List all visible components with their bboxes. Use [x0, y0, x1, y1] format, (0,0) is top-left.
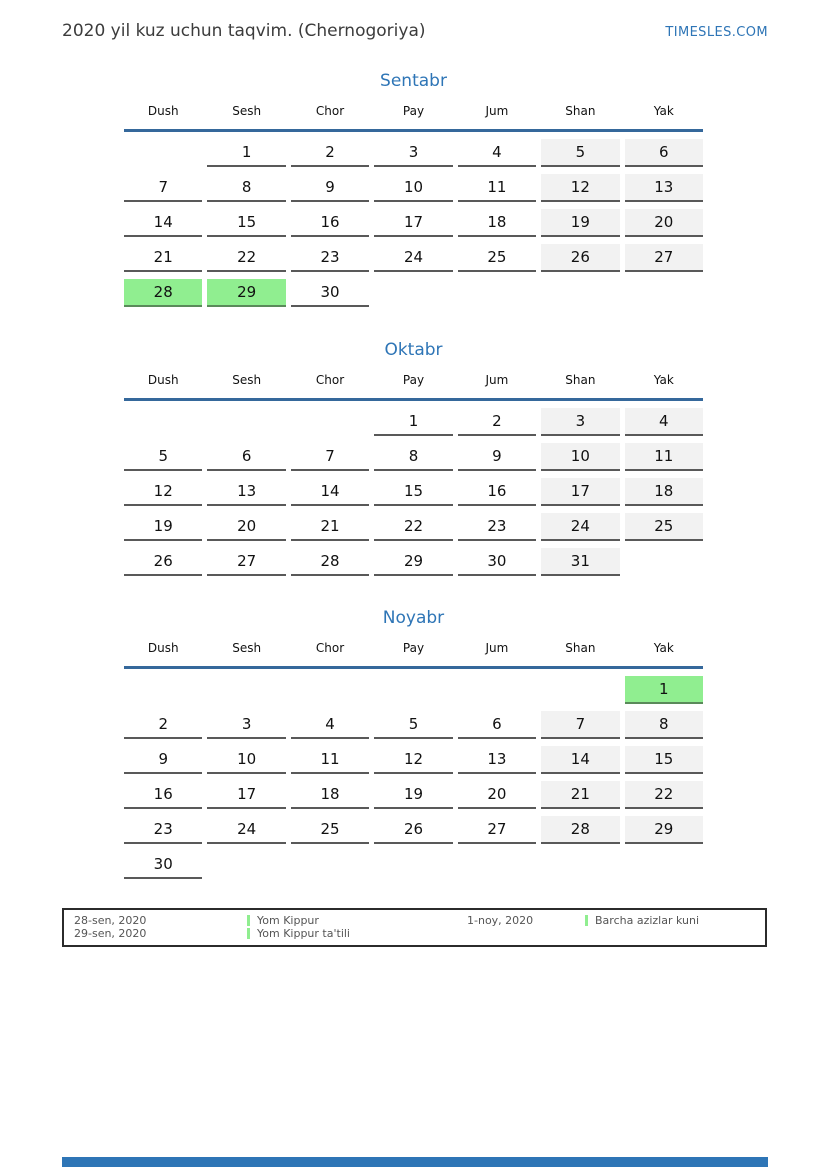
weekday-header-row — [124, 373, 703, 401]
legend-date: 28-sen, 2020 — [74, 914, 147, 927]
day-cell: 15 — [374, 478, 452, 506]
day-cell: 17 — [374, 209, 452, 237]
weekday-label: Pay — [402, 104, 425, 118]
day-cell: 13 — [207, 478, 285, 506]
day-cell: 15 — [625, 746, 703, 774]
day-cell: 2 — [124, 711, 202, 739]
day-cell: 26 — [541, 244, 619, 272]
site-link[interactable]: TIMESLES.COM — [665, 25, 768, 40]
day-cell: 22 — [207, 244, 285, 272]
day-cell: 25 — [625, 513, 703, 541]
day-cell: 5 — [541, 139, 619, 167]
day-cell: 10 — [207, 746, 285, 774]
empty-cell — [374, 676, 452, 704]
day-cell: 7 — [291, 443, 369, 471]
legend-row — [64, 927, 765, 940]
empty-cell — [291, 676, 369, 704]
day-cell: 24 — [374, 244, 452, 272]
day-cell: 21 — [291, 513, 369, 541]
week-row — [124, 202, 703, 237]
weekday-label: Jum — [485, 373, 509, 387]
week-row — [124, 167, 703, 202]
week-row — [124, 471, 703, 506]
day-cell: 29 — [374, 548, 452, 576]
legend-holiday-name: Yom Kippur ta'tili — [247, 927, 457, 940]
month-oktabr — [124, 339, 703, 576]
week-row — [124, 774, 703, 809]
day-cell: 11 — [625, 443, 703, 471]
day-cell: 7 — [124, 174, 202, 202]
weekday-label: Shan — [565, 641, 596, 655]
weekday-label: Sesh — [232, 373, 262, 387]
day-cell: 16 — [291, 209, 369, 237]
day-cell: 17 — [541, 478, 619, 506]
day-cell: 14 — [541, 746, 619, 774]
holiday-marker-icon — [247, 928, 250, 939]
empty-cell — [374, 851, 452, 879]
day-cell: 8 — [625, 711, 703, 739]
weekday-label: Shan — [565, 373, 596, 387]
week-row — [124, 844, 703, 879]
weekday-label: Pay — [402, 641, 425, 655]
day-cell: 18 — [291, 781, 369, 809]
weekday-label: Yak — [653, 104, 674, 118]
day-cell: 21 — [541, 781, 619, 809]
day-cell: 2 — [291, 139, 369, 167]
week-row — [124, 739, 703, 774]
day-cell: 20 — [207, 513, 285, 541]
day-cell: 14 — [291, 478, 369, 506]
day-cell: 19 — [374, 781, 452, 809]
day-cell: 6 — [625, 139, 703, 167]
day-cell: 31 — [541, 548, 619, 576]
week-row — [124, 272, 703, 307]
day-cell: 9 — [458, 443, 536, 471]
day-cell: 11 — [291, 746, 369, 774]
day-cell: 7 — [541, 711, 619, 739]
day-cell: 11 — [458, 174, 536, 202]
holiday-marker-icon — [247, 915, 250, 926]
day-cell: 16 — [124, 781, 202, 809]
empty-cell — [541, 676, 619, 704]
day-cell: 3 — [207, 711, 285, 739]
empty-cell — [291, 851, 369, 879]
day-cell: 1 — [374, 408, 452, 436]
empty-cell — [625, 548, 703, 576]
empty-cell — [541, 851, 619, 879]
day-cell: 23 — [291, 244, 369, 272]
weekday-label: Sesh — [232, 641, 262, 655]
weekday-label: Sesh — [232, 104, 262, 118]
day-cell: 19 — [541, 209, 619, 237]
day-cell: 9 — [291, 174, 369, 202]
legend-holiday-name: Barcha azizlar kuni — [585, 914, 765, 927]
month-title: Noyabr — [382, 608, 445, 628]
week-row — [124, 669, 703, 704]
holiday-day-cell: 1 — [625, 676, 703, 704]
day-cell: 10 — [374, 174, 452, 202]
empty-cell — [458, 279, 536, 307]
empty-cell — [458, 851, 536, 879]
weekday-label: Shan — [565, 104, 596, 118]
empty-cell — [207, 851, 285, 879]
weekday-label: Chor — [315, 373, 345, 387]
weekday-label: Dush — [147, 104, 179, 118]
day-cell: 24 — [541, 513, 619, 541]
day-cell: 20 — [625, 209, 703, 237]
day-cell: 21 — [124, 244, 202, 272]
empty-cell — [458, 676, 536, 704]
weekday-label: Yak — [653, 373, 674, 387]
day-cell: 27 — [625, 244, 703, 272]
day-cell: 8 — [374, 443, 452, 471]
week-row — [124, 809, 703, 844]
day-cell: 23 — [124, 816, 202, 844]
weekday-label: Dush — [147, 373, 179, 387]
day-cell: 12 — [374, 746, 452, 774]
holiday-day-cell: 28 — [124, 279, 202, 307]
day-cell: 12 — [541, 174, 619, 202]
day-cell: 18 — [458, 209, 536, 237]
day-cell: 14 — [124, 209, 202, 237]
day-cell: 16 — [458, 478, 536, 506]
weekday-header-row — [124, 641, 703, 669]
weekday-label: Dush — [147, 641, 179, 655]
footer-accent-bar — [62, 1157, 768, 1167]
day-cell: 5 — [374, 711, 452, 739]
empty-cell — [207, 676, 285, 704]
week-row — [124, 506, 703, 541]
legend-date: 29-sen, 2020 — [74, 927, 147, 940]
week-row — [124, 704, 703, 739]
day-cell: 28 — [291, 548, 369, 576]
month-title: Sentabr — [380, 71, 447, 91]
legend-holiday-name: Yom Kippur — [247, 914, 457, 927]
page-header — [62, 21, 768, 41]
day-cell: 27 — [458, 816, 536, 844]
empty-cell — [124, 676, 202, 704]
holiday-marker-icon — [585, 915, 588, 926]
legend-date: 1-noy, 2020 — [467, 914, 534, 927]
day-cell: 20 — [458, 781, 536, 809]
day-cell: 25 — [458, 244, 536, 272]
day-cell: 13 — [625, 174, 703, 202]
day-cell: 17 — [207, 781, 285, 809]
week-row — [124, 541, 703, 576]
empty-cell — [124, 408, 202, 436]
week-row — [124, 237, 703, 272]
weekday-label: Chor — [315, 104, 345, 118]
empty-cell — [291, 408, 369, 436]
month-noyabr — [124, 607, 703, 879]
day-cell: 26 — [374, 816, 452, 844]
empty-cell — [541, 279, 619, 307]
day-cell: 3 — [541, 408, 619, 436]
day-cell: 6 — [207, 443, 285, 471]
day-cell: 19 — [124, 513, 202, 541]
weekday-header-row — [124, 104, 703, 132]
empty-cell — [207, 408, 285, 436]
weekday-label: Jum — [485, 104, 509, 118]
day-cell: 15 — [207, 209, 285, 237]
day-cell: 6 — [458, 711, 536, 739]
holiday-legend — [62, 908, 767, 947]
day-cell: 28 — [541, 816, 619, 844]
legend-date — [457, 927, 585, 940]
day-cell: 4 — [625, 408, 703, 436]
day-cell: 13 — [458, 746, 536, 774]
day-cell: 27 — [207, 548, 285, 576]
legend-holiday-name — [585, 927, 765, 940]
month-sentabr — [124, 70, 703, 307]
weekday-label: Jum — [485, 641, 509, 655]
day-cell: 4 — [458, 139, 536, 167]
day-cell: 18 — [625, 478, 703, 506]
week-row — [124, 436, 703, 471]
day-cell: 30 — [124, 851, 202, 879]
legend-row — [64, 914, 765, 927]
day-cell: 9 — [124, 746, 202, 774]
empty-cell — [625, 279, 703, 307]
empty-cell — [124, 139, 202, 167]
day-cell: 26 — [124, 548, 202, 576]
legend-rows — [64, 914, 765, 940]
day-cell: 24 — [207, 816, 285, 844]
week-row — [124, 132, 703, 167]
weekday-label: Yak — [653, 641, 674, 655]
holiday-day-cell: 29 — [207, 279, 285, 307]
day-cell: 29 — [625, 816, 703, 844]
day-cell: 30 — [458, 548, 536, 576]
day-cell: 25 — [291, 816, 369, 844]
weekday-label: Chor — [315, 641, 345, 655]
day-cell: 8 — [207, 174, 285, 202]
weekday-label: Pay — [402, 373, 425, 387]
page-title: 2020 yil kuz uchun taqvim. (Chernogoriya) — [62, 21, 426, 41]
day-cell: 22 — [625, 781, 703, 809]
day-cell: 4 — [291, 711, 369, 739]
day-cell: 3 — [374, 139, 452, 167]
day-cell: 30 — [291, 279, 369, 307]
week-row — [124, 401, 703, 436]
day-cell: 2 — [458, 408, 536, 436]
month-title: Oktabr — [384, 340, 443, 360]
empty-cell — [374, 279, 452, 307]
day-cell: 23 — [458, 513, 536, 541]
empty-cell — [625, 851, 703, 879]
day-cell: 5 — [124, 443, 202, 471]
day-cell: 12 — [124, 478, 202, 506]
day-cell: 10 — [541, 443, 619, 471]
day-cell: 22 — [374, 513, 452, 541]
day-cell: 1 — [207, 139, 285, 167]
